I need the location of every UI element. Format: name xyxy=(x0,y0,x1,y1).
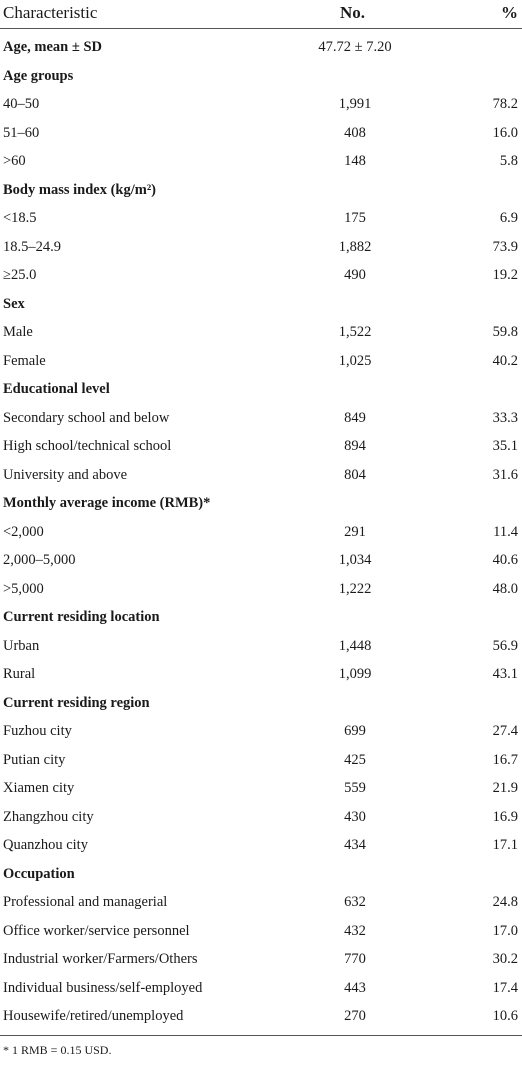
row-count: 849 xyxy=(344,409,366,426)
row-label: Quanzhou city xyxy=(3,837,88,853)
row-count: 1,448 xyxy=(338,637,372,654)
row-label: <18.5 xyxy=(3,210,37,226)
row-count: 425 xyxy=(344,751,366,768)
row-count: 1,522 xyxy=(338,324,372,340)
row-percent: 48.0 xyxy=(492,580,518,597)
section-label: Monthly average income (RMB)* xyxy=(3,495,211,511)
row-count: 1,991 xyxy=(338,96,372,112)
row-count: 270 xyxy=(344,1008,366,1024)
row-label: >60 xyxy=(3,153,26,169)
row-percent: 43.1 xyxy=(492,666,518,682)
row-label: Professional and managerial xyxy=(3,894,168,910)
row-label: >5,000 xyxy=(3,580,44,597)
table-row xyxy=(0,803,522,832)
table-row xyxy=(0,774,522,803)
row-percent: 11.4 xyxy=(493,523,518,540)
table-row xyxy=(0,204,522,233)
section-row xyxy=(0,33,522,62)
row-percent: 16.0 xyxy=(492,124,518,141)
row-label: 18.5–24.9 xyxy=(3,238,61,255)
table-header xyxy=(0,0,522,29)
section-row xyxy=(0,176,522,205)
row-count: 559 xyxy=(344,780,366,796)
row-count: 443 xyxy=(344,979,366,996)
row-count: 1,034 xyxy=(338,552,372,568)
table-row xyxy=(0,717,522,746)
section-row xyxy=(0,689,522,718)
row-percent: 27.4 xyxy=(492,723,518,739)
table-row xyxy=(0,974,522,1003)
table-body xyxy=(0,33,522,1031)
table-row xyxy=(0,261,522,290)
section-row xyxy=(0,375,522,404)
row-percent: 10.6 xyxy=(492,1008,518,1024)
row-count: 430 xyxy=(344,808,366,825)
section-label: Occupation xyxy=(3,865,75,882)
row-label: Zhangzhou city xyxy=(3,808,94,825)
section-label: Age groups xyxy=(3,67,74,84)
row-label: High school/technical school xyxy=(3,438,172,454)
section-label: Current residing location xyxy=(3,609,160,625)
row-label: Industrial worker/Farmers/Others xyxy=(3,951,198,967)
table-row xyxy=(0,147,522,176)
row-label: 2,000–5,000 xyxy=(3,552,76,568)
header-characteristic: Characteristic xyxy=(3,3,98,22)
table-row xyxy=(0,119,522,148)
table-row xyxy=(0,233,522,262)
row-label: 40–50 xyxy=(3,96,40,112)
section-label: Body mass index (kg/m²) xyxy=(3,181,156,198)
row-count: 1,882 xyxy=(338,238,372,255)
row-count: 894 xyxy=(344,438,366,454)
section-row xyxy=(0,62,522,91)
table-row xyxy=(0,318,522,347)
row-percent: 35.1 xyxy=(492,438,518,454)
row-percent: 24.8 xyxy=(492,894,518,910)
row-label: Individual business/self-employed xyxy=(3,979,203,996)
row-label: ≥25.0 xyxy=(3,267,37,283)
table-row xyxy=(0,432,522,461)
row-count: 434 xyxy=(344,837,366,853)
row-percent: 33.3 xyxy=(492,409,518,426)
header-percent: % xyxy=(501,3,518,22)
row-count: 47.72 ± 7.20 xyxy=(318,39,392,55)
row-percent: 17.1 xyxy=(492,837,518,853)
row-label: Urban xyxy=(3,637,40,654)
table-row xyxy=(0,546,522,575)
section-label: Current residing region xyxy=(3,694,150,711)
table-row xyxy=(0,660,522,689)
row-label: Office worker/service personnel xyxy=(3,922,190,939)
row-label: Housewife/retired/unemployed xyxy=(3,1008,184,1024)
section-label: Age, mean ± SD xyxy=(3,39,102,55)
table-row xyxy=(0,831,522,860)
table-row xyxy=(0,347,522,376)
section-row xyxy=(0,489,522,518)
row-count: 804 xyxy=(344,466,366,483)
row-label: Secondary school and below xyxy=(3,409,170,426)
row-count: 490 xyxy=(344,267,366,283)
table-footnote: * 1 RMB = 0.15 USD. xyxy=(3,1042,112,1057)
row-percent: 31.6 xyxy=(492,466,518,483)
row-percent: 56.9 xyxy=(492,637,518,654)
row-percent: 78.2 xyxy=(492,96,518,112)
table-row xyxy=(0,746,522,775)
table-row xyxy=(0,945,522,974)
row-label: Putian city xyxy=(3,751,66,768)
row-percent: 6.9 xyxy=(499,210,518,226)
header-no: No. xyxy=(340,3,366,22)
row-count: 432 xyxy=(344,922,366,939)
row-label: <2,000 xyxy=(3,523,44,540)
row-percent: 19.2 xyxy=(492,267,518,283)
row-count: 291 xyxy=(344,523,366,540)
row-count: 1,025 xyxy=(338,352,372,369)
row-percent: 59.8 xyxy=(492,324,518,340)
table-row xyxy=(0,917,522,946)
table-row xyxy=(0,90,522,119)
row-percent: 73.9 xyxy=(492,238,518,255)
table-row xyxy=(0,888,522,917)
row-count: 1,222 xyxy=(338,580,372,597)
table-row xyxy=(0,632,522,661)
row-percent: 17.0 xyxy=(492,922,518,939)
row-percent: 40.6 xyxy=(492,552,518,568)
row-percent: 21.9 xyxy=(492,780,518,796)
table-row xyxy=(0,575,522,604)
section-row xyxy=(0,603,522,632)
row-percent: 17.4 xyxy=(492,979,518,996)
row-label: 51–60 xyxy=(3,124,40,141)
row-label: Xiamen city xyxy=(3,780,75,796)
row-percent: 16.7 xyxy=(492,751,518,768)
row-count: 770 xyxy=(344,951,366,967)
row-count: 148 xyxy=(344,153,366,169)
section-label: Sex xyxy=(3,295,25,312)
row-label: Fuzhou city xyxy=(3,723,72,739)
table-row xyxy=(0,1002,522,1031)
row-label: Male xyxy=(3,324,33,340)
row-percent: 40.2 xyxy=(492,352,518,369)
row-percent: 5.8 xyxy=(499,153,518,169)
section-row xyxy=(0,290,522,319)
table-row xyxy=(0,404,522,433)
section-row xyxy=(0,860,522,889)
table-row xyxy=(0,518,522,547)
row-label: Rural xyxy=(3,666,36,682)
table-row xyxy=(0,461,522,490)
row-count: 408 xyxy=(344,124,366,141)
row-count: 699 xyxy=(344,723,366,739)
row-count: 175 xyxy=(344,210,366,226)
row-label: Female xyxy=(3,352,46,369)
section-label: Educational level xyxy=(3,381,110,397)
row-percent: 16.9 xyxy=(492,808,518,825)
row-label: University and above xyxy=(3,466,128,483)
row-percent: 30.2 xyxy=(492,951,518,967)
row-count: 632 xyxy=(344,894,366,910)
row-count: 1,099 xyxy=(338,666,372,682)
